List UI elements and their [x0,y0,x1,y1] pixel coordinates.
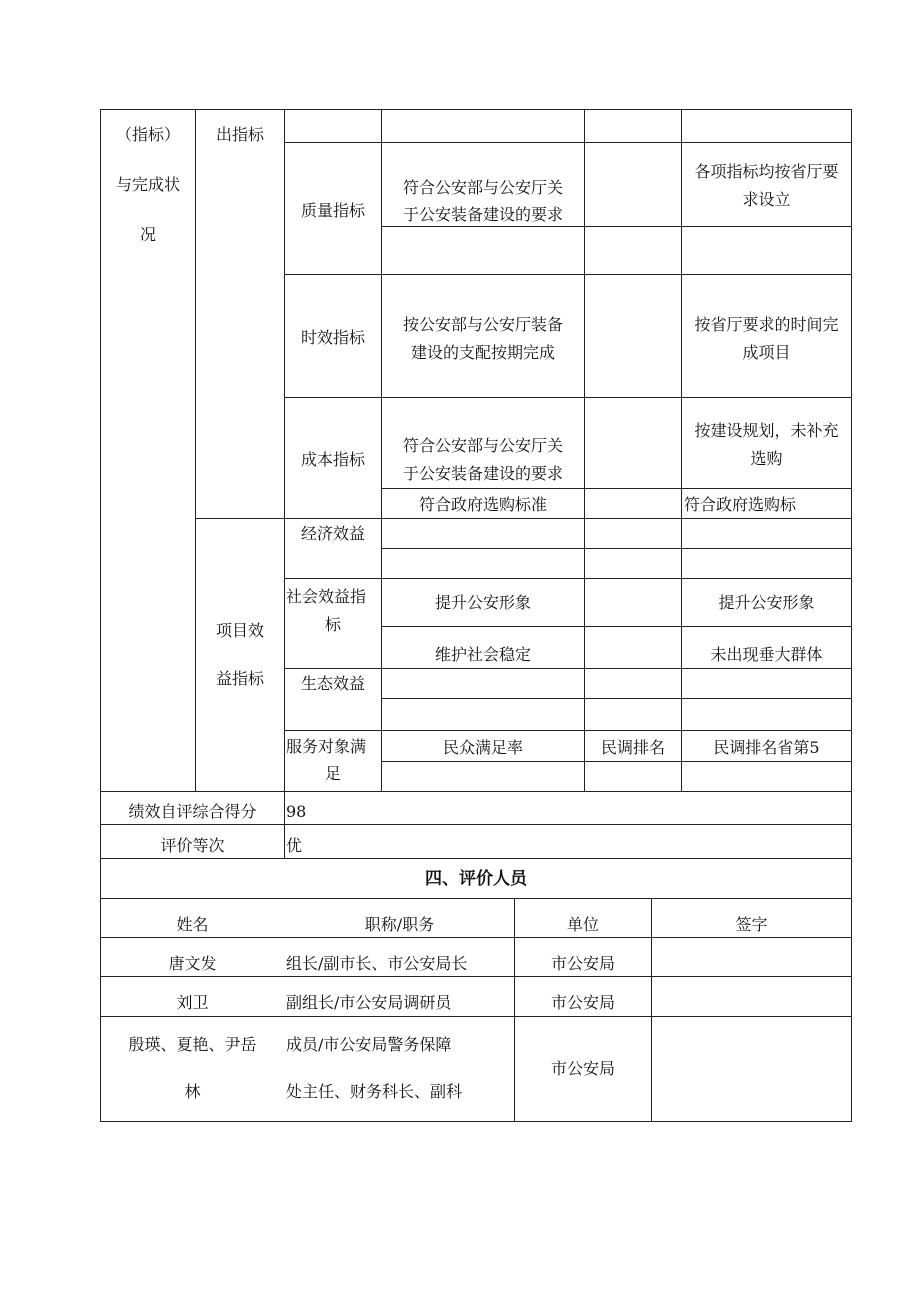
social-result-1: 提升公安形象 [718,593,815,612]
header-title: 职称/职务 [364,915,435,934]
social-result-2: 未出现垂大群体 [710,645,823,664]
satisfaction-result: 民调排名省第5 [713,738,820,757]
grade-label: 评价等次 [160,836,225,855]
cost-standard-line-1: 符合公安部与公安厅关 [402,436,563,455]
output-indicator-label: 出指标 [215,125,264,144]
benefit-indicator-line-1: 项目效 [215,621,264,640]
header-unit: 单位 [566,915,599,934]
cost-result-line-2: 选购 [750,449,783,468]
person-3-unit: 市公安局 [550,1059,615,1078]
satisfaction-label-line-1: 服务对象满 [286,737,367,756]
person-2-title: 副组长/市公安局调研员 [286,993,452,1012]
person-2-name: 刘卫 [176,993,209,1012]
cost-standard-2: 符合政府选购标准 [418,495,547,514]
timeliness-standard-line-1: 按公安部与公安厅装备 [402,315,563,334]
timeliness-standard-line-2: 建设的支配按期完成 [410,343,555,362]
timeliness-result-line-2: 成项目 [742,343,791,362]
satisfaction-standard: 民众满足率 [442,738,523,757]
header-signature: 签字 [735,915,768,934]
section-title: 四、评价人员 [425,869,527,889]
cost-result-2: 符合政府选购标 [684,495,797,514]
row-header-line-3: 况 [139,225,156,244]
quality-label: 质量指标 [300,201,365,220]
social-standard-1: 提升公安形象 [434,593,531,612]
cost-label: 成本指标 [300,450,365,469]
timeliness-result-line-1: 按省厅要求的时间完 [694,315,839,334]
quality-standard-line-1: 符合公安部与公安厅关 [402,178,563,197]
person-3-name-line-1: 殷瑛、夏艳、尹岳 [128,1035,257,1054]
row-header-line-2: 与完成状 [115,175,180,194]
score-label: 绩效自评综合得分 [128,802,257,821]
social-label-line-1: 社会效益指 [286,587,367,606]
person-1-name: 唐文发 [168,954,217,973]
person-3-title-line-2: 处主任、财务科长、副科 [286,1082,463,1101]
person-2-unit: 市公安局 [550,993,615,1012]
social-standard-2: 维护社会稳定 [434,645,531,664]
social-label-line-2: 标 [324,615,341,634]
satisfaction-label-line-2: 足 [324,764,341,783]
cost-standard-line-2: 于公安装备建设的要求 [402,464,563,483]
person-3-title-line-1: 成员/市公安局警务保障 [286,1035,452,1054]
header-name: 姓名 [176,915,209,934]
person-3-name-line-2: 林 [184,1082,201,1101]
person-1-unit: 市公安局 [550,954,615,973]
person-1-title: 组长/副市长、市公安局长 [286,954,468,973]
ecological-label: 生态效益 [300,674,365,693]
economic-label: 经济效益 [300,524,365,543]
quality-standard-line-2: 于公安装备建设的要求 [402,205,563,224]
satisfaction-value: 民调排名 [600,738,665,757]
quality-result-line-1: 各项指标均按省厅要 [694,162,839,181]
timeliness-label: 时效指标 [300,328,365,347]
grade-value: 优 [286,836,303,855]
quality-result-line-2: 求设立 [742,190,791,209]
benefit-indicator-line-2: 益指标 [215,669,264,688]
row-header-line-1: （指标） [115,125,180,144]
score-value: 98 [286,802,307,821]
cost-result-line-1: 按建设规划，未补充 [694,421,839,440]
